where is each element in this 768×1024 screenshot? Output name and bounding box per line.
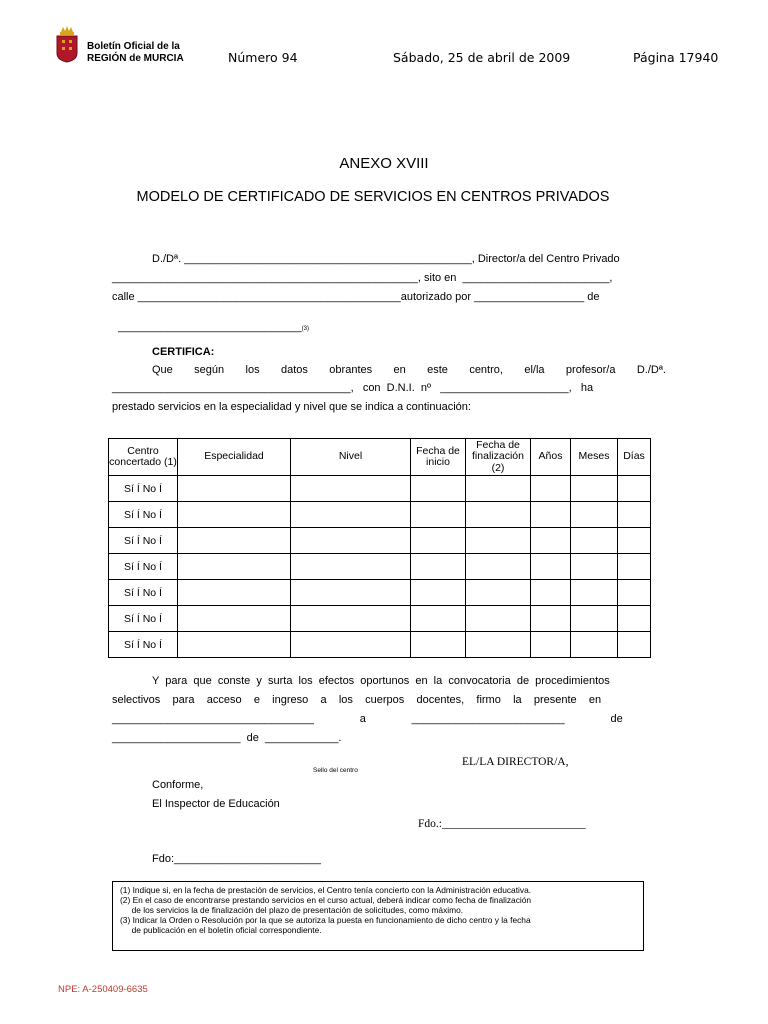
table-row [109,554,651,580]
issue-date: Sábado, 25 de abril de 2009 [393,50,571,65]
director-signature-line: Fdo.:_________________________ [418,818,586,830]
table-cell[interactable] [466,606,531,632]
header-dias: Días [618,439,651,476]
concertado-option-cell[interactable]: Sí Í No Í [109,632,178,658]
table-cell[interactable] [571,502,618,528]
table-body [109,476,651,658]
table-cell[interactable] [618,502,651,528]
table-cell[interactable] [531,632,571,658]
publication-line-1: Boletín Oficial de la [87,41,180,52]
services-table [108,438,651,658]
table-cell[interactable] [571,580,618,606]
table-cell[interactable] [571,606,618,632]
annex-title: ANEXO XVIII [339,155,429,172]
note-3: (3) Indicar la Orden o Resolución por la que se autoriza la puesta en funcionamiento de dicho centro y la fecha [120,915,531,925]
table-cell[interactable] [531,554,571,580]
npe-code: NPE: A-250409-6635 [58,984,148,995]
table-cell[interactable] [411,554,466,580]
header-meses: Meses [571,439,618,476]
publication-line-2: REGIÓN de MURCIA [87,53,184,64]
publication-name [87,41,184,65]
header-centro-concertado: Centro concertado (1) [109,439,178,476]
table-cell[interactable] [178,528,291,554]
table-cell[interactable] [291,606,411,632]
table-cell[interactable] [466,476,531,502]
table-cell[interactable] [291,554,411,580]
table-row [109,580,651,606]
table-cell[interactable] [571,554,618,580]
concertado-option-cell[interactable]: Sí Í No Í [109,554,178,580]
table-cell[interactable] [291,528,411,554]
note-2: (2) En el caso de encontrarse prestando servicios en el curso actual, deberá indicar como fecha de finalización [120,895,532,905]
table-cell[interactable] [291,476,411,502]
table-row [109,476,651,502]
closing-line-4: _____________________ de ____________. [112,732,342,744]
table-cell[interactable] [618,554,651,580]
issue-number: Número 94 [228,50,298,65]
table-header-row [109,439,651,476]
table-cell[interactable] [466,502,531,528]
table-cell[interactable] [178,606,291,632]
header-fecha-finalizacion: Fecha de finalización (2) [466,439,531,476]
director-label: EL/LA DIRECTOR/A, [462,756,569,768]
concertado-option-cell[interactable]: Sí Í No Í [109,502,178,528]
inspector-label: El Inspector de Educación [152,798,280,810]
table-cell[interactable] [531,476,571,502]
table-cell[interactable] [618,606,651,632]
inspector-signature-line: Fdo:________________________ [152,853,321,865]
table-cell[interactable] [618,632,651,658]
closing-line-1: Y para que conste y surta los efectos oportunos en la convocatoria de procedimientos [152,675,610,687]
intro-line-4-blank: ______________________________ [118,321,302,333]
header-anos: Años [531,439,571,476]
table-cell[interactable] [411,606,466,632]
table-cell[interactable] [411,528,466,554]
header-fecha-inicio: Fecha de inicio [411,439,466,476]
header-nivel: Nivel [291,439,411,476]
table-cell[interactable] [571,632,618,658]
table-cell[interactable] [466,528,531,554]
intro-line-4 [112,308,309,336]
table-cell[interactable] [178,476,291,502]
intro-line-1: D./Dª. _______________________________________________, Director/a del Centro Privado [152,253,620,265]
intro-line-3: calle ___________________________________________autorizado por __________________ de [112,291,600,303]
seal-label: Sello del centro [313,767,358,774]
note-3-cont: de publicación en el boletín oficial correspondiente. [120,925,322,935]
table-row [109,502,651,528]
table-cell[interactable] [178,554,291,580]
certifica-line-2: _______________________________________, con D.N.I. nº _____________________, ha [112,382,594,394]
conforme-label: Conforme, [152,779,204,791]
closing-line-2: selectivos para acceso e ingreso a los cuerpos docentes, firmo la presente en [112,694,602,706]
table-cell[interactable] [466,580,531,606]
note-2-cont: de los servicios la de finalización del plazo de presentación de solicitudes, como máximo. [120,905,464,915]
table-cell[interactable] [571,476,618,502]
concertado-option-cell[interactable]: Sí Í No Í [109,476,178,502]
table-cell[interactable] [411,580,466,606]
table-cell[interactable] [178,580,291,606]
table-cell[interactable] [571,528,618,554]
table-cell[interactable] [531,580,571,606]
concertado-option-cell[interactable]: Sí Í No Í [109,528,178,554]
table-row [109,528,651,554]
certifica-line-3: prestado servicios en la especialidad y nivel que se indica a continuación: [112,401,471,413]
table-cell[interactable] [466,632,531,658]
header-especialidad: Especialidad [178,439,291,476]
concertado-option-cell[interactable]: Sí Í No Í [109,580,178,606]
table-cell[interactable] [531,606,571,632]
table-cell[interactable] [618,476,651,502]
table-cell[interactable] [291,580,411,606]
closing-line-3: _________________________________ a _________________________ de [112,713,623,725]
table-cell[interactable] [618,528,651,554]
table-cell[interactable] [411,476,466,502]
certifica-label: CERTIFICA: [152,346,215,358]
table-cell[interactable] [466,554,531,580]
table-row [109,606,651,632]
intro-line-2: __________________________________________________, sito en ________________________, [112,272,613,284]
table-cell[interactable] [618,580,651,606]
table-cell[interactable] [178,502,291,528]
certifica-line-1: Que según los datos obrantes en este centro, el/la profesor/a D./Dª. [152,364,666,376]
table-row [109,632,651,658]
region-crest-icon [55,25,79,63]
table-cell[interactable] [178,632,291,658]
intro-footnote-ref: (3) [301,326,309,332]
table-cell[interactable] [411,632,466,658]
table-cell[interactable] [531,502,571,528]
footnotes-box [112,881,644,951]
table-cell[interactable] [411,502,466,528]
note-1: (1) Indique si, en la fecha de prestación de servicios, el Centro tenía concierto con la Administración educativa. [120,885,532,895]
table-cell[interactable] [291,632,411,658]
concertado-option-cell[interactable]: Sí Í No Í [109,606,178,632]
model-title: MODELO DE CERTIFICADO DE SERVICIOS EN CENTROS PRIVADOS [136,189,610,205]
page-number: Página 17940 [633,50,719,65]
table-cell[interactable] [291,502,411,528]
table-cell[interactable] [531,528,571,554]
